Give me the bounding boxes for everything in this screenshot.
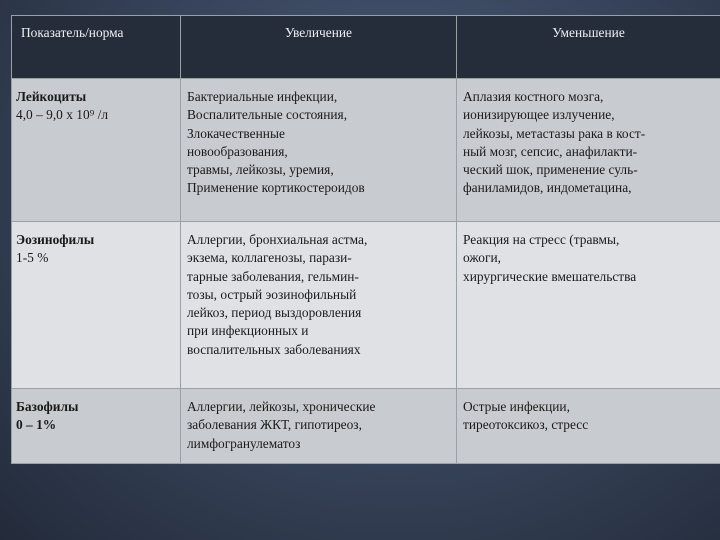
increase-line: тарные заболевания, гельмин- xyxy=(187,268,359,284)
increase-line: лимфогранулематоз xyxy=(187,435,301,451)
header-increase: Увеличение xyxy=(181,16,457,79)
indicator-norm: 4,0 – 9,0 х 10⁹ /л xyxy=(16,107,109,123)
indicator-name: Лейкоциты xyxy=(16,89,87,104)
increase-line: лейкоз, период выздоровления xyxy=(187,305,362,321)
decrease-line: Реакция на стресс (травмы, xyxy=(463,232,620,247)
indicator-cell xyxy=(12,79,181,222)
table-row xyxy=(12,79,720,222)
increase-line: при инфекционных и xyxy=(187,323,309,339)
blood-indicators-table xyxy=(11,15,720,464)
decrease-line: ный мозг, сепсис, анафилакти- xyxy=(463,143,638,159)
indicator-norm: 1-5 % xyxy=(16,250,49,266)
decrease-line: ожоги, xyxy=(463,250,501,266)
header-decrease: Уменьшение xyxy=(457,16,720,79)
decrease-line: Аплазия костного мозга, xyxy=(463,89,604,104)
decrease-cell xyxy=(457,222,720,389)
increase-line: новообразования, xyxy=(187,143,288,159)
increase-line: заболевания ЖКТ, гипотиреоз, xyxy=(187,417,362,433)
increase-line: экзема, коллагенозы, парази- xyxy=(187,250,352,266)
increase-line: травмы, лейкозы, уремия, xyxy=(187,162,334,178)
table-header-row xyxy=(12,16,720,79)
table-row xyxy=(12,222,720,389)
decrease-line: лейкозы, метастазы рака в кост- xyxy=(463,125,646,141)
increase-line: Злокачественные xyxy=(187,125,285,141)
increase-cell xyxy=(181,79,457,222)
increase-line: Бактериальные инфекции, xyxy=(187,89,338,104)
decrease-line: ионизирующее излучение, xyxy=(463,107,615,123)
increase-line: тозы, острый эозинофильный xyxy=(187,286,357,302)
increase-line: Применение кортикостероидов xyxy=(187,180,365,196)
header-indicator: Показатель/норма xyxy=(12,16,181,79)
indicator-name: Базофилы xyxy=(16,399,79,414)
decrease-line: тиреотоксикоз, стресс xyxy=(463,417,589,433)
increase-line: воспалительных заболеваниях xyxy=(187,341,361,357)
increase-line: Воспалительные состояния, xyxy=(187,107,348,123)
decrease-line: хирургические вмешательства xyxy=(463,268,637,284)
increase-cell xyxy=(181,222,457,389)
indicator-cell xyxy=(12,222,181,389)
table-row xyxy=(12,389,720,464)
increase-line: Аллергии, лейкозы, хронические xyxy=(187,399,376,414)
decrease-line: ческий шок, применение суль- xyxy=(463,162,638,178)
decrease-cell xyxy=(457,389,720,464)
indicator-name: Эозинофилы xyxy=(16,232,95,247)
decrease-line: фаниламидов, индометацина, xyxy=(463,180,632,196)
increase-cell xyxy=(181,389,457,464)
decrease-cell xyxy=(457,79,720,222)
decrease-line: Острые инфекции, xyxy=(463,399,570,414)
increase-line: Аллергии, бронхиальная астма, xyxy=(187,232,368,247)
indicator-cell xyxy=(12,389,181,464)
indicator-norm: 0 – 1% xyxy=(16,417,57,433)
